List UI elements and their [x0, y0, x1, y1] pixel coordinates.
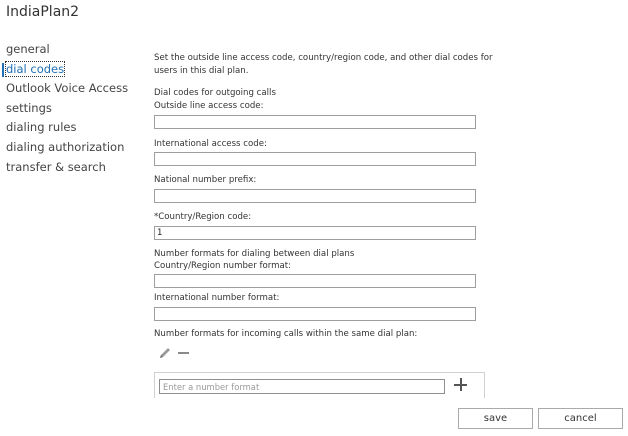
nav-item-label: general — [6, 42, 50, 56]
cancel-button[interactable]: cancel — [538, 408, 623, 429]
nav-item-general[interactable] — [6, 40, 146, 60]
nav-item-outlook-voice-access[interactable] — [6, 79, 146, 99]
number-format-box — [154, 372, 485, 398]
incoming-heading: Number formats for incoming calls within the same dial plan: — [154, 329, 418, 339]
left-nav — [6, 40, 146, 177]
outgoing-heading: Dial codes for outgoing calls — [154, 88, 276, 98]
nav-item-label: settings — [6, 100, 52, 115]
national-prefix-label: National number prefix: — [154, 175, 257, 185]
pencil-icon[interactable] — [158, 346, 172, 360]
international-format-input[interactable] — [154, 307, 476, 321]
nav-item-label: transfer & search — [6, 159, 106, 174]
number-format-input[interactable] — [159, 379, 445, 394]
plus-icon[interactable] — [454, 378, 468, 392]
outside-line-label: Outside line access code: — [154, 101, 264, 111]
nav-item-dial-codes[interactable] — [6, 60, 146, 80]
save-button[interactable]: save — [458, 408, 533, 429]
nav-item-transfer-search[interactable] — [6, 158, 146, 178]
international-access-label: International access code: — [154, 139, 267, 149]
country-code-input[interactable] — [154, 226, 476, 240]
outside-line-input[interactable] — [154, 115, 476, 129]
nav-item-label: dial codes — [6, 61, 65, 76]
form-description: Set the outside line access code, country/region code, and other dial codes for users in this dial plan. — [154, 53, 493, 76]
international-format-label: International number format: — [154, 293, 280, 303]
nav-item-dialing-rules[interactable] — [6, 118, 146, 138]
country-format-label: Country/Region number format: — [154, 261, 292, 271]
country-format-input[interactable] — [154, 274, 476, 288]
page-title: IndiaPlan2 — [6, 4, 80, 20]
nav-item-label: Outlook Voice Access — [6, 81, 129, 96]
country-code-label: *Country/Region code: — [154, 212, 252, 222]
international-access-input[interactable] — [154, 152, 476, 166]
nav-item-label: dialing authorization — [6, 139, 125, 154]
nav-item-label: dialing rules — [6, 120, 77, 135]
nav-item-dialing-authorization[interactable] — [6, 138, 146, 158]
nav-item-settings[interactable] — [6, 99, 146, 119]
formats-heading: Number formats for dialing between dial plans — [154, 249, 355, 259]
national-prefix-input[interactable] — [154, 189, 476, 203]
minus-icon[interactable] — [178, 346, 190, 360]
